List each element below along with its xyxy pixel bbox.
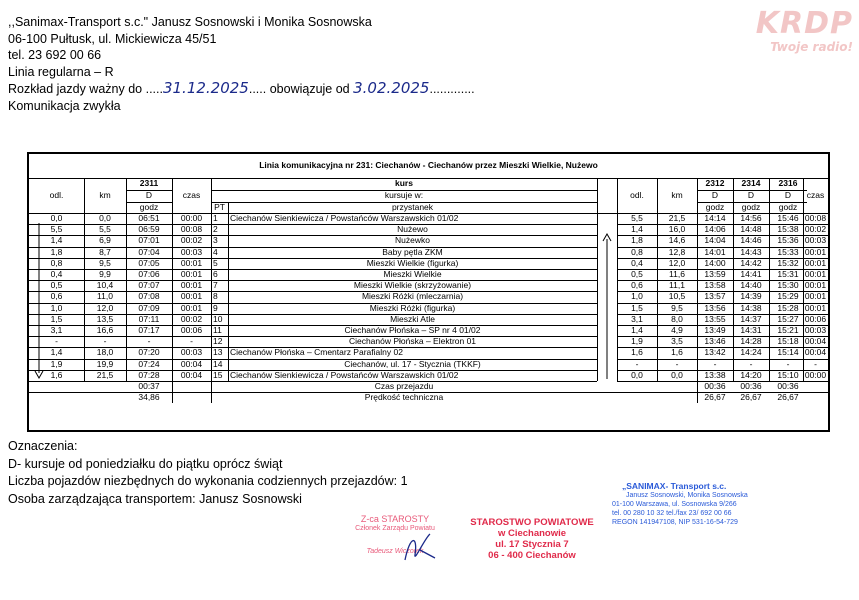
row-14-pt: 14: [213, 358, 223, 369]
row-10-r2: 14:37: [740, 313, 762, 324]
timetable-title: Linia komunikacyjna nr 231: Ciechanów - Ciechanów przez Mieszki Wielkie, Nużewo: [29, 154, 828, 179]
row-9-r1: 13:56: [704, 302, 726, 313]
row-1-r2: 14:56: [740, 213, 762, 223]
row-9-pt: 9: [213, 302, 218, 313]
stamp1-role: Członek Zarządu Powiatu: [355, 525, 435, 532]
header-kursuje: kursuje w:: [384, 190, 424, 200]
row-7-r2: 14:40: [740, 280, 762, 291]
row-3-rodl: 1,8: [631, 235, 643, 246]
row-14-rkm: -: [675, 358, 679, 369]
row-2-rczas: 00:02: [804, 224, 827, 235]
row-13-pt: 13: [213, 347, 223, 358]
row-2-r1: 14:06: [704, 224, 726, 235]
row-4-rodl: 0,8: [631, 246, 643, 257]
row-12-r3: 15:18: [777, 336, 799, 347]
row-14-czas: 00:04: [180, 358, 203, 369]
row-2-r2: 14:48: [740, 224, 762, 235]
row-2-rodl: 1,4: [631, 224, 643, 235]
row-10-czas: 00:02: [180, 313, 203, 324]
row-1-r3: 15:46: [777, 213, 799, 223]
row-15-r1: 13:38: [704, 369, 726, 380]
stamp3-l2: Janusz Sosnowski, Monika Sosnowska: [626, 492, 748, 499]
row-14-rodl: -: [635, 358, 639, 369]
row-2-odl: 5,5: [50, 224, 63, 235]
row-8-stop: Mieszki Różki (mleczarnia): [361, 291, 464, 302]
row-12-rodl: 1,9: [631, 336, 643, 347]
row-9-odl: 1,0: [50, 302, 63, 313]
validity-line: Rozkład jazdy ważny do .....31.12.2025..... obowiązuje od 3.02.2025.............: [8, 79, 475, 97]
row-12-pt: 12: [213, 336, 223, 347]
row-3-stop: Nużewko: [395, 235, 430, 246]
row-8-r2: 14:39: [740, 291, 762, 302]
row-6-rkm: 11,6: [669, 269, 685, 279]
row-13-czas: 00:03: [180, 347, 203, 358]
row-12-r1: 13:46: [704, 336, 726, 347]
row-4-stop: Baby pętla ZKM: [382, 246, 443, 257]
row-8-rkm: 10,5: [668, 291, 686, 302]
row-3-rczas: 00:03: [804, 235, 827, 246]
row-3-godz: 07:01: [138, 235, 160, 246]
row-3-r2: 14:46: [740, 235, 762, 246]
row-1-rodl: 5,5: [631, 213, 643, 223]
row-2-stop: Nużewo: [397, 224, 428, 235]
row-12-rczas: 00:04: [804, 336, 827, 347]
row-14-stop: Ciechanów, ul. 17 - Stycznia (TKKF): [344, 358, 481, 369]
row-11-czas: 00:06: [180, 325, 203, 335]
row-3-czas: 00:02: [180, 235, 203, 246]
row-4-czas: 00:03: [180, 246, 203, 257]
header-right-km: km: [671, 190, 683, 200]
row-5-rkm: 12,0: [668, 257, 686, 268]
row-2-km: 5,5: [99, 224, 111, 235]
row-14-godz: 07:24: [138, 358, 160, 369]
row-8-km: 11,0: [97, 291, 113, 302]
notes-title: Oznaczenia:: [8, 439, 78, 453]
company-phone: tel. 23 692 00 66: [8, 48, 102, 62]
row-12-odl: -: [55, 336, 58, 347]
row-6-odl: 0,4: [50, 269, 63, 279]
row-1-odl: 0,0: [50, 213, 63, 223]
stamp3-l5: REGON 141947108, NIP 531-16-54-729: [612, 519, 738, 526]
row-11-odl: 3,1: [50, 325, 63, 335]
row-10-r3: 15:27: [777, 313, 799, 324]
row-14-r3: -: [786, 358, 790, 369]
row-1-godz: 06:51: [138, 213, 160, 223]
row-15-km: 21,5: [96, 369, 114, 380]
row-7-godz: 07:07: [138, 280, 160, 291]
row-8-r3: 15:29: [777, 291, 799, 302]
row-9-rkm: 9,5: [671, 302, 683, 313]
row-15-rkm: 0,0: [671, 369, 683, 380]
row-1-czas: 00:00: [180, 213, 203, 223]
down-arrow-icon: [33, 223, 45, 379]
header-czas: czas: [182, 190, 201, 200]
row-4-r1: 14:01: [704, 246, 726, 257]
row-9-stop: Mieszki Różki (figurka): [369, 302, 456, 313]
row-7-r3: 15:30: [777, 280, 799, 291]
valid-mid: obowiązuje od: [269, 82, 350, 96]
row-6-rodl: 0,5: [631, 269, 643, 279]
row-13-odl: 1,4: [50, 347, 63, 358]
row-11-r2: 14:31: [740, 325, 762, 335]
summary-pred-right-1: 26,67: [704, 392, 726, 403]
header-right-odl: odl.: [630, 190, 644, 200]
row-10-godz: 07:11: [138, 313, 160, 324]
logo-slogan: Twoje radio!: [770, 40, 853, 54]
row-15-r3: 15:10: [777, 369, 799, 380]
row-9-czas: 00:01: [180, 302, 203, 313]
row-11-godz: 07:17: [138, 325, 160, 335]
summary-czas-right-2: 00:36: [740, 381, 762, 391]
row-6-rczas: 00:01: [804, 269, 827, 279]
row-9-godz: 07:09: [138, 302, 160, 313]
row-4-r2: 14:43: [740, 246, 762, 257]
header-right-godz-3: godz: [778, 202, 798, 212]
row-3-km: 6,9: [99, 235, 111, 246]
stamp2-l4: 06 - 400 Ciechanów: [488, 550, 576, 561]
header-odl: odl.: [49, 190, 64, 200]
row-8-rodl: 1,0: [631, 291, 643, 302]
row-6-km: 9,9: [99, 269, 111, 279]
line-type: Linia regularna – R: [8, 64, 114, 79]
sanimax-stamp: [612, 482, 784, 527]
stamp2-l3: ul. 17 Stycznia 7: [495, 539, 569, 550]
row-7-odl: 0,5: [50, 280, 63, 291]
row-2-pt: 2: [213, 224, 218, 235]
summary-czas-right-3: 00:36: [777, 381, 799, 391]
row-13-rodl: 1,6: [631, 347, 643, 358]
row-3-r1: 14:04: [704, 235, 726, 246]
stamp1-title: Z-ca STAROSTY: [360, 514, 430, 524]
header-przystanek: przystanek: [391, 202, 434, 212]
row-5-stop: Mieszki Wielkie (figurka): [366, 257, 459, 268]
row-4-rczas: 00:01: [804, 246, 827, 257]
header-kurs: kurs: [395, 178, 413, 188]
stamp1-name: Tadeusz Wiczorek: [366, 548, 424, 555]
row-8-rczas: 00:01: [804, 291, 827, 302]
row-6-czas: 00:01: [180, 269, 203, 279]
row-12-r2: 14:28: [740, 336, 762, 347]
row-1-stop: Ciechanów Sienkiewicza / Powstańców Warszawskich 01/02: [230, 213, 459, 223]
row-1-r1: 14:14: [704, 213, 726, 223]
row-13-r2: 14:24: [740, 347, 762, 358]
row-1-rczas: 00:08: [804, 213, 827, 223]
row-11-pt: 11: [213, 325, 222, 335]
row-13-km: 18,0: [96, 347, 114, 358]
row-13-stop: Ciechanów Płońska – Cmentarz Parafialny 02: [230, 347, 403, 358]
row-10-rodl: 3,1: [631, 313, 643, 324]
row-12-stop: Ciechanów Płońska – Elektron 01: [348, 336, 477, 347]
stamp3-l3: 01-100 Warszawa, ul. Sosnowska 9/266: [612, 501, 737, 508]
logo-text: KRDP: [755, 6, 853, 41]
row-10-rczas: 00:06: [804, 313, 827, 324]
row-8-czas: 00:01: [180, 291, 203, 302]
row-2-godz: 06:59: [138, 224, 160, 235]
header-right-d-1: D: [711, 190, 719, 200]
valid-prefix: Rozkład jazdy ważny do: [8, 82, 143, 96]
row-15-r2: 14:20: [740, 369, 762, 380]
row-12-godz: -: [147, 336, 151, 347]
note-d: D- kursuje od poniedziałku do piątku oprócz świąt: [8, 456, 283, 471]
row-10-km: 13,5: [96, 313, 114, 324]
row-12-km: -: [103, 336, 107, 347]
row-13-r1: 13:42: [704, 347, 726, 358]
header-kurs-number: 2311: [139, 178, 159, 188]
row-5-pt: 5: [213, 257, 218, 268]
summary-pred-right-3: 26,67: [777, 392, 799, 403]
up-arrow-icon: [601, 233, 613, 379]
company-address: 06-100 Pułtusk, ul. Mickiewicza 45/51: [8, 31, 217, 46]
summary-czas-right-1: 00:36: [704, 381, 726, 391]
row-5-rczas: 00:01: [804, 257, 827, 268]
header-right-kurs-2: 2314: [741, 178, 761, 188]
summary-pred-right-2: 26,67: [740, 392, 762, 403]
notes-section: [8, 438, 408, 508]
row-5-godz: 07:05: [138, 257, 160, 268]
row-8-pt: 8: [213, 291, 218, 302]
row-14-r2: -: [749, 358, 753, 369]
row-7-rkm: 11,1: [669, 280, 685, 291]
header-kurs-d: D: [145, 190, 153, 200]
stamp2-l1: STAROSTWO POWIATOWE: [470, 517, 594, 528]
row-15-rodl: 0,0: [631, 369, 643, 380]
krdp-logo: [733, 8, 853, 74]
header-right-kurs-3: 2316: [778, 178, 798, 188]
row-4-odl: 1,8: [50, 246, 63, 257]
row-10-stop: Mieszki Atle: [390, 313, 435, 324]
row-5-rodl: 0,4: [631, 257, 643, 268]
row-13-rkm: 1,6: [671, 347, 683, 358]
row-3-rkm: 14,6: [668, 235, 686, 246]
row-9-rczas: 00:01: [804, 302, 827, 313]
row-15-pt: 15: [213, 369, 223, 380]
row-15-czas: 00:04: [180, 369, 203, 380]
row-5-r2: 14:42: [740, 257, 762, 268]
row-4-godz: 07:04: [138, 246, 160, 257]
valid-from-date: 3.02.2025: [353, 79, 430, 97]
row-11-r1: 13:49: [704, 325, 726, 335]
row-14-odl: 1,9: [50, 358, 63, 369]
row-1-pt: 1: [213, 213, 218, 223]
document-header: [8, 14, 475, 114]
summary-pred-label: Prędkość techniczna: [364, 392, 444, 403]
row-2-czas: 00:08: [180, 224, 203, 235]
row-9-km: 12,0: [96, 302, 114, 313]
row-4-rkm: 12,8: [668, 246, 686, 257]
stamp3-l1: „SANIMAX- Transport s.c.: [622, 481, 727, 491]
row-14-r1: -: [713, 358, 717, 369]
row-7-rodl: 0,6: [631, 280, 643, 291]
row-4-r3: 15:33: [777, 246, 799, 257]
summary-czas-left: 00:37: [138, 381, 160, 391]
row-9-rodl: 1,5: [631, 302, 643, 313]
row-15-stop: Ciechanów Sienkiewicza / Powstańców Warszawskich 01/02: [230, 369, 459, 380]
header-right-d-2: D: [747, 190, 755, 200]
row-5-km: 9,5: [99, 257, 111, 268]
row-1-rkm: 21,5: [668, 213, 686, 223]
row-8-r1: 13:57: [704, 291, 726, 302]
signature-icon: [400, 530, 440, 565]
header-pt: PT: [214, 202, 225, 212]
row-13-rczas: 00:04: [804, 347, 827, 358]
header-right-czas: czas: [806, 190, 825, 200]
communication-type: Komunikacja zwykła: [8, 98, 121, 113]
row-5-odl: 0,8: [50, 257, 63, 268]
row-11-rodl: 1,4: [631, 325, 643, 335]
row-15-odl: 1,6: [50, 369, 63, 380]
row-5-r3: 15:32: [777, 257, 799, 268]
header-right-kurs-1: 2312: [705, 178, 725, 188]
row-12-czas: -: [190, 336, 193, 347]
summary-pred-left: 34,86: [138, 392, 160, 403]
row-11-rkm: 4,9: [671, 325, 683, 335]
row-7-km: 10,4: [96, 280, 114, 291]
summary-czas-label: Czas przejazdu: [374, 381, 434, 391]
row-10-rkm: 8,0: [671, 313, 683, 324]
row-12-rkm: 3,5: [671, 336, 683, 347]
row-2-r3: 15:38: [777, 224, 799, 235]
row-3-r3: 15:36: [777, 235, 799, 246]
row-8-godz: 07:08: [138, 291, 160, 302]
row-11-r3: 15:21: [777, 325, 799, 335]
timetable: [27, 152, 830, 432]
row-7-stop: Mieszki Wielkie (skrzyżowanie): [353, 280, 472, 291]
header-right-d-3: D: [784, 190, 792, 200]
row-11-rczas: 00:03: [804, 325, 827, 335]
row-4-km: 8,7: [99, 246, 111, 257]
row-14-km: 19,9: [96, 358, 114, 369]
row-6-r3: 15:31: [777, 269, 799, 279]
row-3-pt: 3: [213, 235, 218, 246]
row-5-czas: 00:01: [180, 257, 203, 268]
stamp3-l4: tel. 00 280 10 32 tel./fax 23/ 692 00 66: [612, 510, 732, 517]
row-5-r1: 14:00: [704, 257, 726, 268]
company-name: ,,Sanimax-Transport s.c." Janusz Sosnowski i Monika Sosnowska: [8, 15, 372, 29]
header-km: km: [99, 190, 111, 200]
row-6-pt: 6: [213, 269, 218, 279]
row-7-pt: 7: [213, 280, 218, 291]
header-right-godz-1: godz: [705, 202, 725, 212]
row-7-rczas: 00:01: [804, 280, 827, 291]
note-vehicles: Liczba pojazdów niezbędnych do wykonania codziennych przejazdów: 1: [8, 474, 408, 488]
row-4-pt: 4: [213, 246, 218, 257]
row-14-rczas: -: [814, 358, 817, 369]
row-7-r1: 13:58: [704, 280, 726, 291]
row-6-r1: 13:59: [704, 269, 726, 279]
row-1-km: 0,0: [99, 213, 111, 223]
row-13-godz: 07:20: [138, 347, 160, 358]
row-10-pt: 10: [213, 313, 223, 324]
row-2-rkm: 16,0: [668, 224, 686, 235]
row-10-odl: 1,5: [50, 313, 63, 324]
row-15-rczas: 00:00: [804, 369, 827, 380]
row-6-r2: 14:41: [740, 269, 762, 279]
row-6-godz: 07:06: [138, 269, 160, 279]
valid-to-date: 31.12.2025: [162, 79, 249, 97]
header-right-godz-2: godz: [741, 202, 761, 212]
header-godz: godz: [139, 202, 159, 212]
row-15-godz: 07:28: [138, 369, 160, 380]
row-8-odl: 0,6: [50, 291, 63, 302]
row-6-stop: Mieszki Wielkie: [383, 269, 442, 279]
starostwo-stamp: [462, 517, 602, 561]
note-manager: Osoba zarządzająca transportem: Janusz Sosnowski: [8, 491, 302, 506]
row-11-stop: Ciechanów Płońska – SP nr 4 01/02: [344, 325, 481, 335]
row-10-r1: 13:55: [704, 313, 726, 324]
row-9-r3: 15:28: [777, 302, 799, 313]
row-13-r3: 15:14: [777, 347, 799, 358]
row-3-odl: 1,4: [50, 235, 63, 246]
stamp2-l2: w Ciechanowie: [497, 528, 567, 539]
row-11-km: 16,6: [96, 325, 114, 335]
row-9-r2: 14:38: [740, 302, 762, 313]
row-7-czas: 00:01: [180, 280, 203, 291]
